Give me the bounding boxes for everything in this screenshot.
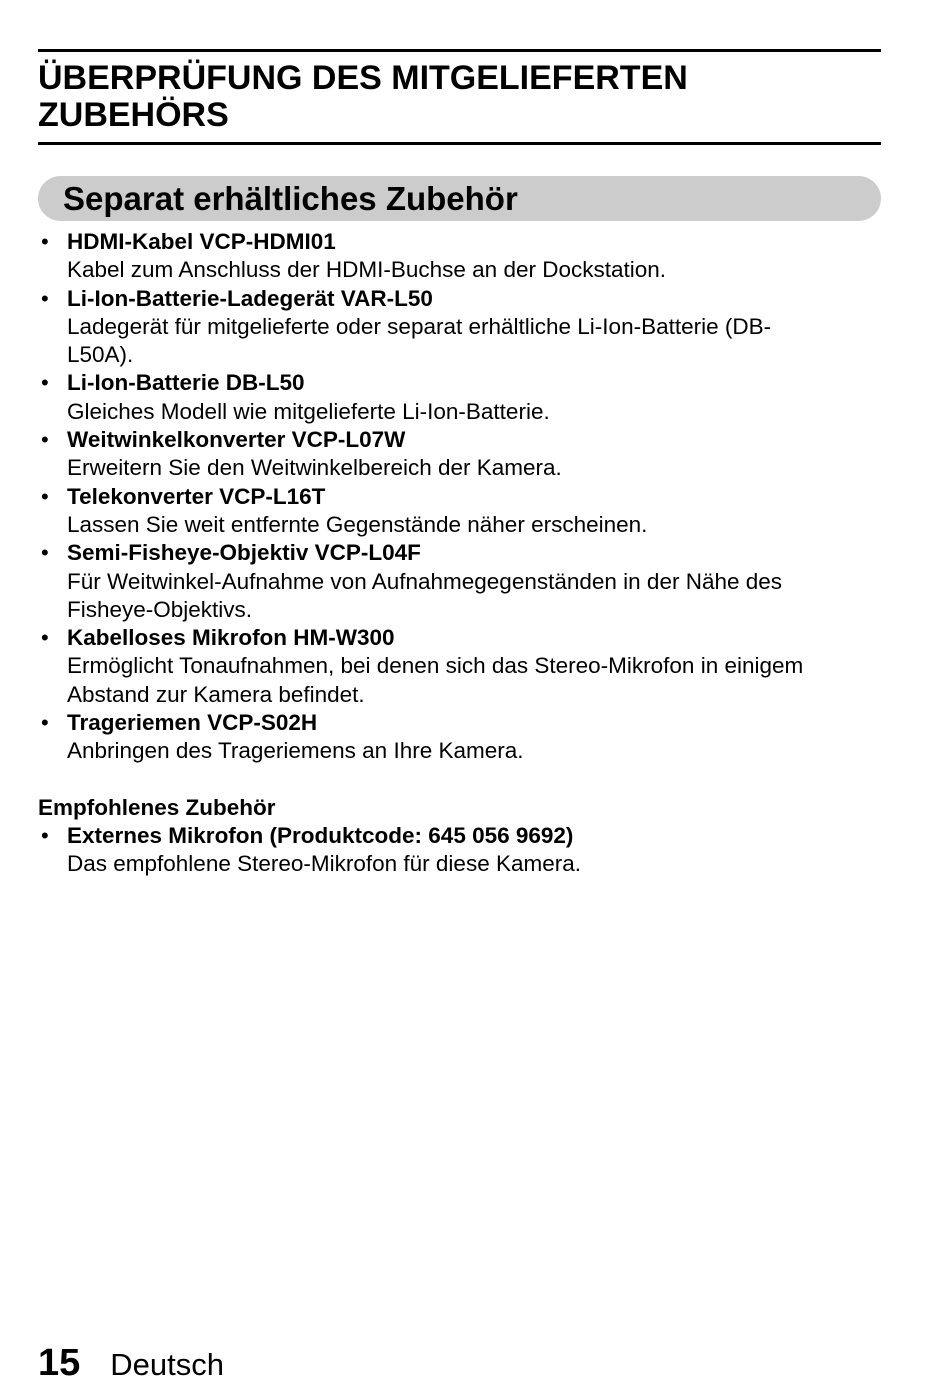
item-description: Ladegerät für mitgelieferte oder separat erhältliche Li-Ion-Batterie (DB- L50A).: [67, 313, 772, 368]
item-description: Gleiches Modell wie mitgelieferte Li-Ion-Batterie.: [67, 398, 550, 424]
page-footer: [38, 1340, 224, 1388]
accessory-list: [38, 228, 881, 766]
bullet-icon: •: [41, 710, 49, 736]
item-description: Für Weitwinkel-Aufnahme von Aufnahmegegenständen in der Nähe des Fisheye-Objektivs.: [67, 568, 783, 622]
bullet-icon: •: [41, 823, 49, 848]
item-title: Li-Ion-Batterie DB-L50: [67, 370, 305, 396]
bullet-icon: •: [41, 483, 49, 509]
item-title: Kabelloses Mikrofon HM-W300: [67, 625, 395, 651]
language-label: Deutsch: [110, 1347, 225, 1382]
list-item: [38, 483, 881, 540]
page-number: 15: [38, 1342, 81, 1384]
item-title: Trageriemen VCP-S02H: [67, 710, 318, 736]
page-title-line-1: ÜBERPRÜFUNG DES MITGELIEFERTEN: [38, 59, 688, 97]
list-item: [38, 285, 881, 370]
list-item: [38, 426, 881, 483]
bullet-icon: •: [41, 229, 49, 254]
recommended-list: [38, 822, 881, 879]
list-item: [38, 228, 881, 285]
item-description: Das empfohlene Stereo-Mikrofon für diese Kamera.: [67, 851, 581, 877]
item-description: Erweitern Sie den Weitwinkelbereich der Kamera.: [67, 455, 562, 481]
item-title: Externes Mikrofon (Produktcode: 645 056 9692): [67, 823, 574, 848]
item-title: HDMI-Kabel VCP-HDMI01: [67, 229, 336, 254]
list-item: [38, 709, 881, 766]
section-title: Separat erhältliches Zubehör: [63, 180, 518, 217]
bottom-rule: [38, 142, 881, 145]
item-title: Semi-Fisheye-Objektiv VCP-L04F: [67, 540, 421, 566]
list-item: [38, 624, 881, 709]
item-description: Anbringen des Trageriemens an Ihre Kamera.: [67, 738, 524, 764]
item-title: Telekonverter VCP-L16T: [67, 483, 326, 509]
section-header-band: [38, 176, 881, 221]
bullet-icon: •: [41, 540, 49, 566]
bullet-icon: •: [41, 427, 49, 453]
item-description: Ermöglicht Tonaufnahmen, bei denen sich das Stereo-Mikrofon in einigem Abstand zur Kamera befindet.: [67, 653, 804, 707]
item-title: Weitwinkelkonverter VCP-L07W: [67, 427, 406, 453]
bullet-icon: •: [41, 370, 49, 396]
recommended-heading: Empfohlenes Zubehör: [38, 795, 276, 820]
bullet-icon: •: [41, 285, 49, 311]
item-description: Lassen Sie weit entfernte Gegenstände näher erscheinen.: [67, 511, 648, 537]
page-title-line-2: ZUBEHÖRS: [38, 96, 229, 134]
list-item: [38, 369, 881, 426]
page-title: [38, 60, 881, 134]
list-item: [38, 539, 881, 624]
list-item: [38, 822, 881, 879]
top-rule: [38, 49, 881, 52]
item-title: Li-Ion-Batterie-Ladegerät VAR-L50: [67, 285, 433, 311]
bullet-icon: •: [41, 625, 49, 651]
item-description: Kabel zum Anschluss der HDMI-Buchse an der Dockstation.: [67, 257, 667, 283]
